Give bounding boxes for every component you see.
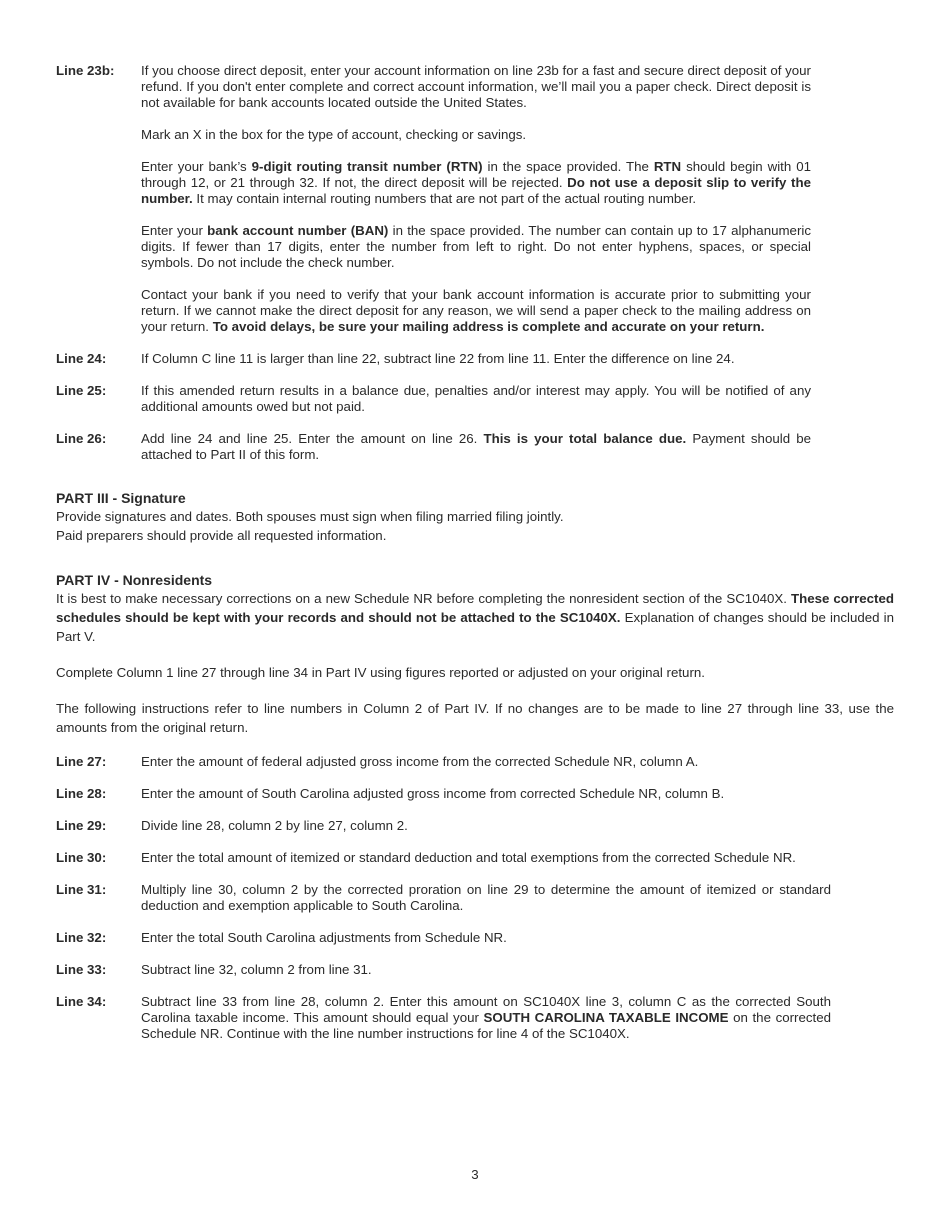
paragraph: Paid preparers should provide all requested information. bbox=[56, 528, 387, 543]
line-text: Divide line 28, column 2 by line 27, column 2. bbox=[141, 818, 408, 833]
line-34-entry bbox=[56, 994, 896, 1042]
line-30-entry bbox=[56, 850, 896, 866]
line-26-entry bbox=[56, 431, 896, 463]
line-label: Line 30: bbox=[56, 850, 107, 865]
paragraph: Enter your bank’s 9-digit routing transit number (RTN) in the space provided. The RTN should begin with 01 through 12, or 21 through 32. If not, the direct deposit will be rejected. Do not use a deposit slip to verify the number. It may contain internal routing numbers that are not part of the actual routing number. bbox=[141, 159, 811, 206]
line-31-entry bbox=[56, 882, 896, 914]
line-label: Line 28: bbox=[56, 786, 107, 801]
line-23b-body bbox=[141, 63, 811, 335]
line-label: Line 25: bbox=[56, 383, 107, 398]
line-text: Subtract line 32, column 2 from line 31. bbox=[141, 962, 372, 977]
section-heading: PART III - Signature bbox=[56, 490, 186, 506]
line-label: Line 23b: bbox=[56, 63, 115, 78]
paragraph: It is best to make necessary corrections on a new Schedule NR before completing the nonresident section of the SC1040X. These corrected schedules should be kept with your records and should not be attached to the SC1040X. Explanation of changes should be included in Part V. bbox=[56, 591, 894, 644]
line-text: Enter the amount of federal adjusted gross income from the corrected Schedule NR, column A. bbox=[141, 754, 699, 769]
line-32-entry bbox=[56, 930, 896, 946]
paragraph: Enter your bank account number (BAN) in the space provided. The number can contain up to 17 alphanumeric digits. If fewer than 17 digits, enter the number from left to right. Do not enter hyphens, spaces, or special symbols. Do not include the check number. bbox=[141, 223, 811, 270]
paragraph: The following instructions refer to line numbers in Column 2 of Part IV. If no changes are to be made to line 27 through line 33, use the amounts from the original return. bbox=[56, 701, 894, 735]
paragraph: Provide signatures and dates. Both spouses must sign when filing married filing jointly. bbox=[56, 509, 564, 524]
line-label: Line 24: bbox=[56, 351, 107, 366]
line-label: Line 31: bbox=[56, 882, 107, 897]
line-text: If Column C line 11 is larger than line 22, subtract line 22 from line 11. Enter the difference on line 24. bbox=[141, 351, 735, 366]
line-label: Line 27: bbox=[56, 754, 107, 769]
line-29-entry bbox=[56, 818, 896, 834]
section-heading: PART IV - Nonresidents bbox=[56, 572, 213, 588]
line-25-entry bbox=[56, 383, 896, 415]
part-iii-section bbox=[56, 489, 896, 545]
line-label: Line 32: bbox=[56, 930, 107, 945]
line-text: Enter the total South Carolina adjustments from Schedule NR. bbox=[141, 930, 507, 945]
line-27-entry bbox=[56, 754, 896, 770]
part-iv-section bbox=[56, 571, 896, 737]
paragraph: Mark an X in the box for the type of account, checking or savings. bbox=[141, 127, 527, 142]
line-text: Add line 24 and line 25. Enter the amount on line 26. This is your total balance due. Payment should be attached to Part II of this form. bbox=[141, 431, 811, 462]
page-number: 3 bbox=[471, 1167, 479, 1182]
line-28-entry bbox=[56, 786, 896, 802]
line-label: Line 33: bbox=[56, 962, 107, 977]
line-24-entry bbox=[56, 351, 896, 367]
document-page bbox=[56, 63, 896, 1042]
line-text: Enter the total amount of itemized or standard deduction and total exemptions from the corrected Schedule NR. bbox=[141, 850, 796, 865]
line-label: Line 34: bbox=[56, 994, 107, 1009]
line-label: Line 26: bbox=[56, 431, 107, 446]
line-23b-entry bbox=[56, 63, 896, 335]
paragraph: Complete Column 1 line 27 through line 34 in Part IV using figures reported or adjusted on your original return. bbox=[56, 665, 705, 680]
line-33-entry bbox=[56, 962, 896, 978]
paragraph: If you choose direct deposit, enter your account information on line 23b for a fast and secure direct deposit of your refund. If you don't enter complete and correct account information, we’ll mail you a paper check. Direct deposit is not available for bank accounts located outside the United States. bbox=[141, 63, 811, 110]
line-text: If this amended return results in a balance due, penalties and/or interest may apply. You will be notified of any additional amounts owed but not paid. bbox=[141, 383, 811, 414]
line-label: Line 29: bbox=[56, 818, 107, 833]
line-text: Enter the amount of South Carolina adjusted gross income from corrected Schedule NR, column B. bbox=[141, 786, 725, 801]
line-text: Subtract line 33 from line 28, column 2. Enter this amount on SC1040X line 3, column C as the corrected South Carolina taxable income. This amount should equal your SOUTH CAROLINA TAXABLE INCOME on the corrected Schedule NR. Continue with the line number instructions for line 4 of the SC1040X. bbox=[141, 994, 831, 1041]
line-text: Multiply line 30, column 2 by the corrected proration on line 29 to determine the amount of itemized or standard deduction and exemption applicable to South Carolina. bbox=[141, 882, 831, 913]
paragraph: Contact your bank if you need to verify that your bank account information is accurate prior to submitting your return. If we cannot make the direct deposit for any reason, we will send a paper check to the mailing address on your return. To avoid delays, be sure your mailing address is complete and accurate on your return. bbox=[141, 287, 811, 334]
